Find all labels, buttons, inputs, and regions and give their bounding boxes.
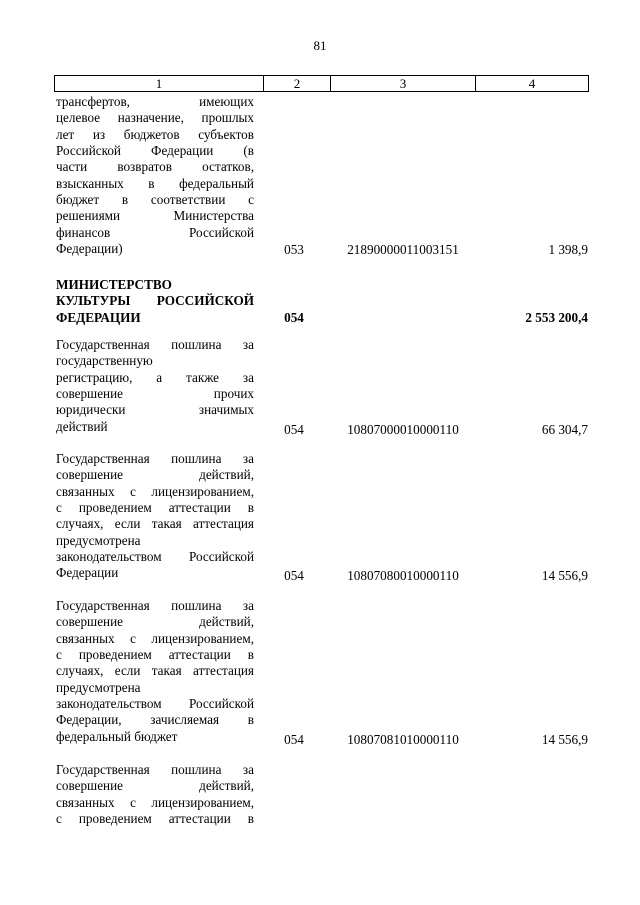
description-line: бюджет в соответствии с <box>56 192 254 208</box>
budget-classification-code: 21890000011003151 <box>347 242 459 257</box>
budget-classification-code: 10807080010000110 <box>347 568 459 583</box>
description-line: Федерации, зачисляемая в <box>56 712 254 728</box>
description-line: регистрацию, а также за <box>56 369 254 385</box>
description-line: Государственная пошлина за <box>56 598 254 613</box>
row-description <box>56 451 254 582</box>
admin-code: 054 <box>284 568 304 583</box>
row-description <box>56 94 254 257</box>
description-line: ФЕДЕРАЦИИ <box>56 309 141 325</box>
description-line: совершение действий, <box>56 778 254 794</box>
amount: 2 553 200,4 <box>525 310 588 325</box>
description-line: с проведением аттестации в <box>56 811 254 827</box>
description-line: связанных с лицензированием, <box>56 630 254 646</box>
description-line: федеральный бюджет <box>56 728 178 744</box>
description-line: связанных с лицензированием, <box>56 483 254 499</box>
description-line: Государственная пошлина за <box>56 762 254 777</box>
admin-code: 054 <box>284 422 304 437</box>
admin-code: 053 <box>284 242 304 257</box>
description-line: Федерации <box>56 565 119 581</box>
description-line: Государственная пошлина за <box>56 451 254 466</box>
description-line: законодательством Российской <box>56 696 254 712</box>
description-line: Государственная пошлина за <box>56 337 254 352</box>
row-description <box>56 277 254 326</box>
amount: 14 556,9 <box>541 568 588 583</box>
page-number: 81 <box>313 38 327 53</box>
amount: 1 398,9 <box>548 242 588 257</box>
column-1-header: 1 <box>155 76 163 91</box>
amount: 66 304,7 <box>541 422 588 437</box>
description-line: решениями Министерства <box>56 208 254 224</box>
description-line: предусмотрена <box>56 679 141 695</box>
description-line: случаях, если такая аттестация <box>56 663 254 679</box>
row-description <box>56 598 254 745</box>
budget-classification-code: 10807000010000110 <box>347 422 459 437</box>
column-4-header: 4 <box>528 76 536 91</box>
row-description <box>56 762 254 827</box>
row-description <box>56 337 254 435</box>
description-line: целевое назначение, прошлых <box>56 110 254 126</box>
description-line: трансфертов, имеющих <box>56 94 254 109</box>
description-line: случаях, если такая аттестация <box>56 516 254 532</box>
description-line: части возвратов остатков, <box>56 159 254 175</box>
description-line: совершение прочих <box>56 386 254 402</box>
description-line: совершение действий, <box>56 614 254 630</box>
description-line: государственную <box>56 353 153 369</box>
description-line: совершение действий, <box>56 467 254 483</box>
description-line: КУЛЬТУРЫ РОССИЙСКОЙ <box>56 293 254 309</box>
description-line: с проведением аттестации в <box>56 500 254 516</box>
description-line: с проведением аттестации в <box>56 647 254 663</box>
budget-classification-code: 10807081010000110 <box>347 732 459 747</box>
description-line: законодательством Российской <box>56 549 254 565</box>
description-line: Федерации) <box>56 241 123 257</box>
description-line: финансов Российской <box>56 224 254 240</box>
description-line: лет из бюджетов субъектов <box>56 126 254 142</box>
description-line: связанных с лицензированием, <box>56 794 254 810</box>
description-line: Российской Федерации (в <box>56 143 254 159</box>
description-line: МИНИСТЕРСТВО <box>56 277 172 292</box>
column-2-header: 2 <box>293 76 301 91</box>
description-line: взысканных в федеральный <box>56 175 254 191</box>
table-column-header <box>54 75 589 92</box>
admin-code: 054 <box>284 310 304 325</box>
description-line: юридически значимых <box>56 402 254 418</box>
admin-code: 054 <box>284 732 304 747</box>
column-3-header: 3 <box>399 76 407 91</box>
description-line: предусмотрена <box>56 532 141 548</box>
description-line: действий <box>56 418 108 434</box>
amount: 14 556,9 <box>541 732 588 747</box>
